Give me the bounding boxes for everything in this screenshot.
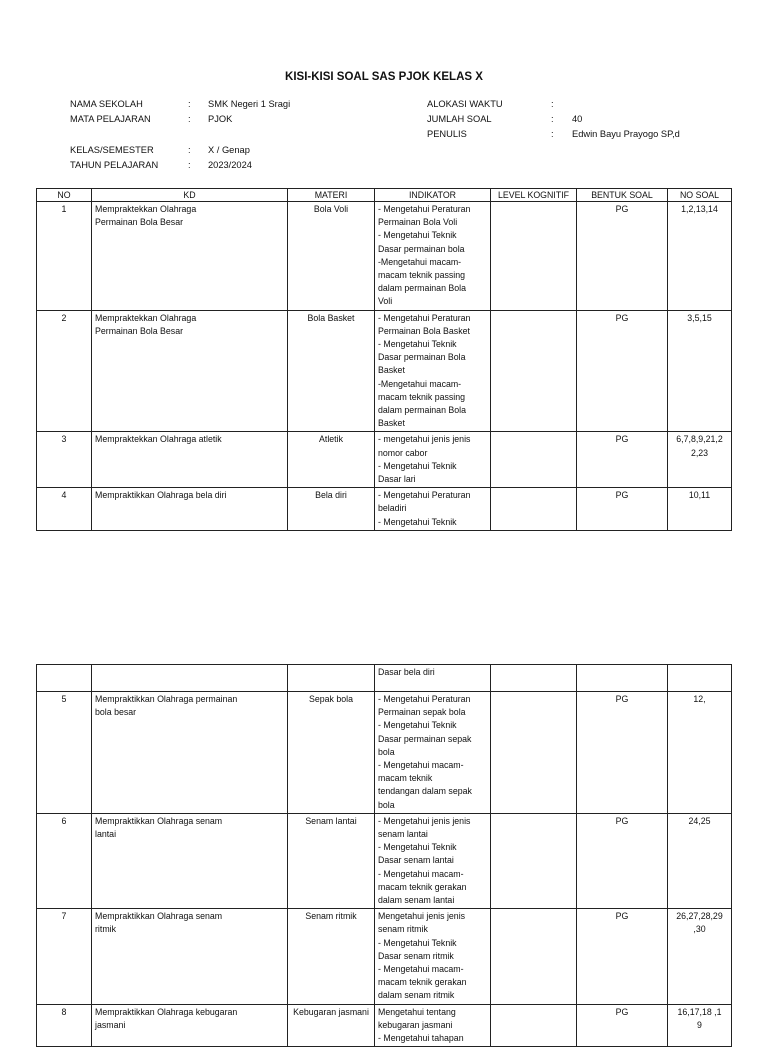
cell-indikator: Mengetahui tentang kebugaran jasmani - Mengetahui tahapan [375, 1004, 491, 1047]
cell-no: 3 [37, 432, 92, 488]
cell-no-soal: 12, [668, 692, 732, 814]
header-kd: KD [92, 189, 288, 202]
cell-bentuk: PG [577, 692, 668, 814]
header-bentuk-soal: BENTUK SOAL [577, 189, 668, 202]
meta-colon: : [188, 114, 191, 124]
cell-no-soal [668, 665, 732, 692]
cell-kd: Mempraktekkan Olahraga Permainan Bola Besar [92, 202, 288, 311]
cell-no: 2 [37, 310, 92, 432]
header-level-kognitif: LEVEL KOGNITIF [491, 189, 577, 202]
cell-no: 6 [37, 813, 92, 908]
cell-no-soal: 10,11 [668, 488, 732, 531]
meta-value: Edwin Bayu Prayogo SP,d [572, 129, 680, 139]
cell-kd: Mempraktekkan Olahraga atletik [92, 432, 288, 488]
cell-level [491, 665, 577, 692]
cell-materi: Bola Basket [288, 310, 375, 432]
header-indikator: INDIKATOR [375, 189, 491, 202]
cell-materi: Senam ritmik [288, 909, 375, 1004]
cell-no-soal: 24,25 [668, 813, 732, 908]
meta-key: TAHUN PELAJARAN [70, 160, 159, 170]
meta-left [70, 97, 290, 173]
cell-no-soal: 3,5,15 [668, 310, 732, 432]
cell-no: 8 [37, 1004, 92, 1047]
table-row [37, 692, 732, 814]
cell-no-soal: 26,27,28,29 ,30 [668, 909, 732, 1004]
cell-no-soal: 1,2,13,14 [668, 202, 732, 311]
cell-level [491, 310, 577, 432]
cell-no [37, 665, 92, 692]
meta-row-tahun-pelajaran [70, 158, 290, 173]
cell-materi: Bela diri [288, 488, 375, 531]
meta-right [427, 97, 680, 142]
meta-key: JUMLAH SOAL [427, 114, 492, 124]
table-row [37, 665, 732, 692]
cell-bentuk: PG [577, 1004, 668, 1047]
meta-colon: : [188, 145, 191, 155]
cell-materi [288, 665, 375, 692]
meta-colon: : [551, 114, 554, 124]
cell-level [491, 432, 577, 488]
cell-materi: Atletik [288, 432, 375, 488]
meta-colon: : [551, 129, 554, 139]
cell-level [491, 1004, 577, 1047]
cell-kd: Mempraktekkan Olahraga Permainan Bola Besar [92, 310, 288, 432]
cell-bentuk: PG [577, 202, 668, 311]
cell-bentuk: PG [577, 432, 668, 488]
cell-indikator: - Mengetahui Peraturan Permainan Bola Basket - Mengetahui Teknik Dasar permainan Bola Basket -Mengetahui macam- macam teknik passing dalam permainan Bola Basket [375, 310, 491, 432]
cell-materi: Kebugaran jasmani [288, 1004, 375, 1047]
cell-level [491, 202, 577, 311]
cell-bentuk: PG [577, 488, 668, 531]
cell-kd: Mempraktikkan Olahraga bela diri [92, 488, 288, 531]
cell-kd [92, 665, 288, 692]
cell-materi: Bola Voli [288, 202, 375, 311]
meta-row-jumlah-soal [427, 112, 680, 127]
meta-key: NAMA SEKOLAH [70, 99, 143, 109]
meta-row-nama-sekolah [70, 97, 290, 112]
table-row [37, 202, 732, 311]
cell-level [491, 909, 577, 1004]
meta-value: 40 [572, 114, 583, 124]
meta-colon: : [188, 160, 191, 170]
meta-key: MATA PELAJARAN [70, 114, 151, 124]
cell-indikator: - Mengetahui Peraturan Permainan sepak bola - Mengetahui Teknik Dasar permainan sepak bola - Mengetahui macam- macam teknik tendangan dalam sepak bola [375, 692, 491, 814]
document-title: KISI-KISI SOAL SAS PJOK KELAS X [285, 71, 483, 83]
cell-bentuk: PG [577, 909, 668, 1004]
cell-level [491, 692, 577, 814]
cell-kd: Mempraktikkan Olahraga senam lantai [92, 813, 288, 908]
cell-indikator: - mengetahui jenis jenis nomor cabor - Mengetahui Teknik Dasar lari [375, 432, 491, 488]
cell-no: 5 [37, 692, 92, 814]
meta-value: PJOK [208, 114, 233, 124]
cell-bentuk: PG [577, 813, 668, 908]
kisi-kisi-table-page2 [36, 664, 732, 1047]
meta-key: PENULIS [427, 129, 467, 139]
header-no: NO [37, 189, 92, 202]
table-row [37, 1004, 732, 1047]
cell-indikator: Mengetahui jenis jenis senam ritmik - Mengetahui Teknik Dasar senam ritmik - Mengetahui macam- macam teknik gerakan dalam senam ritmik [375, 909, 491, 1004]
table-row [37, 488, 732, 531]
cell-materi: Senam lantai [288, 813, 375, 908]
cell-kd: Mempraktikkan Olahraga permainan bola besar [92, 692, 288, 814]
cell-no: 4 [37, 488, 92, 531]
cell-indikator: - Mengetahui Peraturan Permainan Bola Voli - Mengetahui Teknik Dasar permainan bola -Mengetahui macam- macam teknik passing dalam permainan Bola Voli [375, 202, 491, 311]
meta-key: ALOKASI WAKTU [427, 99, 503, 109]
cell-kd: Mempraktikkan Olahraga kebugaran jasmani [92, 1004, 288, 1047]
meta-value: SMK Negeri 1 Sragi [208, 99, 291, 109]
header-no-soal: NO SOAL [668, 189, 732, 202]
kisi-kisi-table-page1 [36, 188, 732, 531]
meta-value: 2023/2024 [208, 160, 252, 170]
table-row [37, 909, 732, 1004]
cell-no-soal: 6,7,8,9,21,2 2,23 [668, 432, 732, 488]
header-row [37, 189, 732, 202]
cell-bentuk: PG [577, 310, 668, 432]
meta-colon: : [551, 99, 554, 109]
cell-materi: Sepak bola [288, 692, 375, 814]
meta-row-mata-pelajaran [70, 112, 290, 127]
cell-no-soal: 16,17,18 ,1 9 [668, 1004, 732, 1047]
header-materi: MATERI [288, 189, 375, 202]
cell-level [491, 813, 577, 908]
cell-indikator: - Mengetahui jenis jenis senam lantai - Mengetahui Teknik Dasar senam lantai - Mengetahui macam- macam teknik gerakan dalam senam lantai [375, 813, 491, 908]
meta-colon: : [188, 99, 191, 109]
cell-bentuk [577, 665, 668, 692]
meta-key: KELAS/SEMESTER [70, 145, 154, 155]
table-row [37, 310, 732, 432]
cell-kd: Mempraktikkan Olahraga senam ritmik [92, 909, 288, 1004]
cell-no: 7 [37, 909, 92, 1004]
cell-no: 1 [37, 202, 92, 311]
cell-level [491, 488, 577, 531]
cell-indikator: - Mengetahui Peraturan beladiri - Mengetahui Teknik [375, 488, 491, 531]
table-row [37, 813, 732, 908]
table-row [37, 432, 732, 488]
meta-row-alokasi-waktu [427, 97, 680, 112]
meta-row-kelas-semester [70, 143, 290, 158]
meta-value: X / Genap [208, 145, 250, 155]
meta-row-penulis [427, 127, 680, 142]
cell-indikator: Dasar bela diri [375, 665, 491, 692]
